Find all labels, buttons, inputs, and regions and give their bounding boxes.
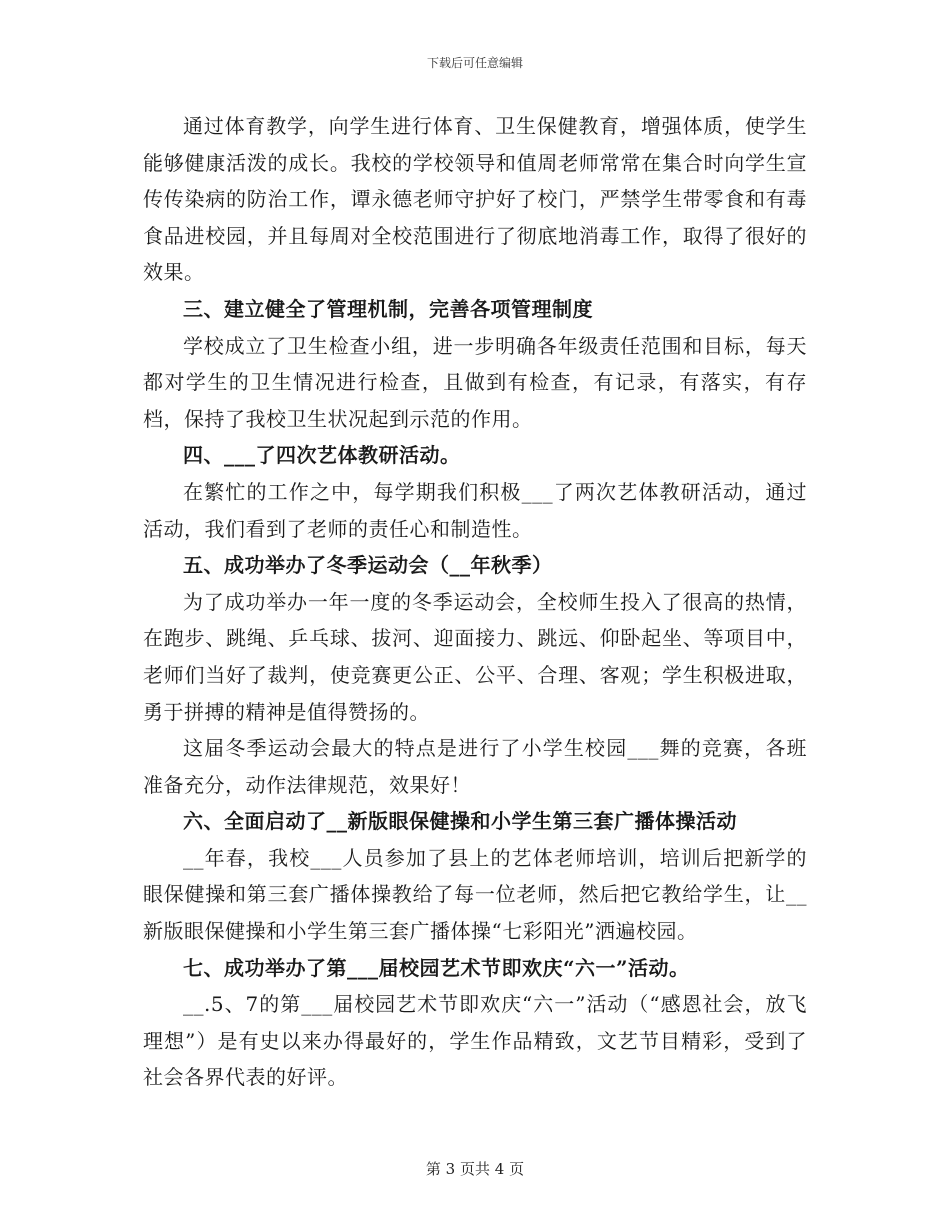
section-heading-5: 五、成功举办了冬季运动会（__年秋季）: [183, 553, 553, 578]
paragraph-inspection-team: 学校成立了卫生检查小组，进一步明确各年级责任范围和目标，每天都对学生的卫生情况进行检查，且做到有检查，有记录，有落实，有存档，保持了我校卫生状况起到示范的作用。: [143, 333, 807, 431]
paragraph-sports-meet: 为了成功举办一年一度的冬季运动会，全校师生投入了很高的热情，在跑步、跳绳、乒乓球、拔河、迎面接力、跳远、仰卧起坐、等项目中，老师们当好了裁判，使竞赛更公正、公平、合理、客观；学生积极进取，勇于拼搏的精神是值得赞扬的。: [143, 589, 807, 724]
paragraph-dance-competition: 这届冬季运动会最大的特点是进行了小学生校园___舞的竞赛，各班准备充分，动作法律规范，效果好！: [143, 736, 807, 797]
section-heading-4: 四、___了四次艺体教研活动。: [183, 443, 461, 468]
section-heading-7: 七、成功举办了第___届校园艺术节即欢庆“六一”活动。: [183, 955, 690, 980]
section-heading-6: 六、全面启动了__新版眼保健操和小学生第三套广播体操活动: [183, 809, 737, 834]
paragraph-hygiene-education: 通过体育教学，向学生进行体育、卫生保健教育，增强体质，使学生能够健康活泼的成长。我校的学校领导和值周老师常常在集合时向学生宣传传染病的防治工作，谭永德老师守护好了校门，严禁学生带零食和有毒食品进校园，并且每周对全校范围进行了彻底地消毒工作，取得了很好的效果。: [143, 114, 807, 285]
paragraph-teacher-training: __年春，我校___人员参加了县上的艺体老师培训，培训后把新学的眼保健操和第三套广播体操教给了每一位老师，然后把它教给学生，让__新版眼保健操和小学生第三套广播体操“七彩阳光”洒遍校园。: [143, 845, 807, 944]
paragraph-art-festival: __.5、7的第___届校园艺术节即欢庆“六一”活动（“感恩社会，放飞理想”）是有史以来办得最好的，学生作品精致，文艺节目精彩，受到了社会各界代表的好评。: [143, 992, 807, 1090]
document-body: [143, 108, 807, 1096]
page-header: 下载后可任意编辑: [426, 56, 523, 70]
page-footer: 第 3 页共 4 页: [425, 1160, 525, 1178]
section-heading-3: 三、建立健全了管理机制，完善各项管理制度: [183, 296, 593, 321]
paragraph-teaching-research: 在繁忙的工作之中，每学期我们积极___了两次艺体教研活动，通过活动，我们看到了老师的责任心和制造性。: [143, 479, 807, 541]
